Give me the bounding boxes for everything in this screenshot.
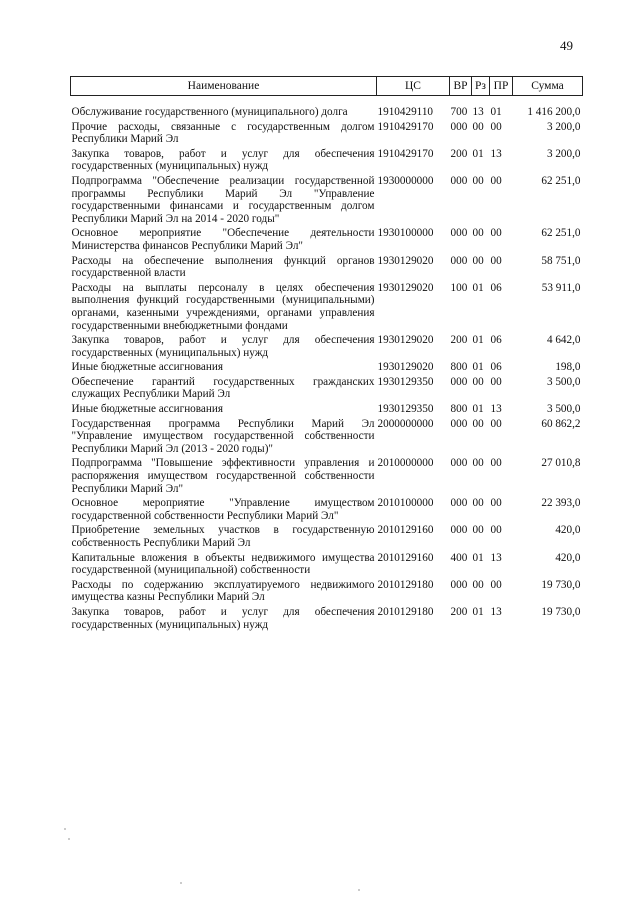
cell-vr: 000 [450,524,468,537]
cell-pr: 06 [490,361,502,374]
cell-sum: 3 500,0 [546,375,581,388]
cell-name: Иные бюджетные ассигнования [71,403,223,416]
cell-pr: 13 [490,147,502,160]
cell-rz: 00 [472,457,484,470]
cell-vr: 200 [450,334,468,347]
table-row [71,360,583,375]
cell-name: Закупка товаров, работ и услуг для обеспечения государственных (муниципальных) нужд [71,334,375,359]
cell-cs: 1930129020 [377,254,434,267]
cell-rz: 00 [472,174,484,187]
cell-sum: 62 251,0 [541,227,581,240]
cell-vr: 800 [450,403,468,416]
cell-pr: 13 [490,551,502,564]
cell-name: Основное мероприятие "Управление имуществом государственной собственности Республики Марий Эл" [71,497,375,522]
cell-pr: 00 [490,578,502,591]
cell-rz: 00 [472,497,484,510]
header-vr: ВР [450,77,472,96]
table-row [71,456,583,496]
cell-name: Прочие расходы, связанные с государственным долгом Республики Марий Эл [71,120,375,146]
cell-cs: 1930129020 [377,281,434,294]
table-row [71,96,583,120]
scan-speck [68,838,70,840]
cell-name: Расходы на обеспечение выполнения функций органов государственной власти [71,254,375,280]
cell-pr: 00 [490,120,502,133]
table-row [71,375,583,402]
cell-pr: 06 [490,281,502,294]
cell-sum: 19 730,0 [541,578,581,591]
header-pr: ПР [490,77,513,96]
cell-cs: 1930129020 [377,334,434,347]
cell-vr: 400 [450,551,468,564]
header-cs: ЦС [377,77,450,96]
cell-name: Капитальные вложения в объекты недвижимого имущества государственной (муниципальной) собственности [71,551,375,577]
cell-vr: 000 [450,457,468,470]
cell-cs: 2010129160 [377,551,434,564]
cell-sum: 420,0 [555,551,581,564]
cell-cs: 2010000000 [377,457,434,470]
table-row [71,120,583,147]
scan-speck [358,889,360,891]
cell-name: Подпрограмма "Повышение эффективности управления и распоряжения имуществом государственной собственности Республики Марий Эл" [71,457,375,495]
cell-cs: 1910429170 [377,147,434,160]
cell-rz: 01 [472,147,484,160]
table-header [71,77,583,96]
cell-cs: 2000000000 [377,417,434,430]
cell-cs: 1910429170 [377,120,434,133]
cell-rz: 00 [472,227,484,240]
scan-speck [64,828,66,830]
cell-vr: 800 [450,361,468,374]
table-row [71,523,583,550]
cell-name: Обеспечение гарантий государственных гражданских служащих Республики Марий Эл [71,375,375,401]
cell-name: Закупка товаров, работ и услуг для обеспечения государственных (муниципальных) нужд [71,147,375,173]
table-row [71,254,583,281]
cell-rz: 01 [472,334,484,347]
header-sum: Сумма [513,77,583,96]
header-name: Наименование [71,77,377,96]
cell-cs: 1930129350 [377,403,434,416]
cell-cs: 1930100000 [377,227,434,240]
cell-sum: 198,0 [555,361,581,374]
header-rz: Рз [472,77,490,96]
table-row [71,605,583,632]
cell-rz: 01 [472,605,484,618]
budget-table [70,76,583,632]
table-row [71,578,583,605]
cell-name: Основное мероприятие "Обеспечение деятельности Министерства финансов Республики Марий Эл" [71,227,375,252]
table-row [71,417,583,457]
cell-sum: 3 200,0 [546,120,581,133]
cell-vr: 100 [450,281,468,294]
table-row [71,551,583,578]
scan-speck [180,882,182,884]
cell-name: Иные бюджетные ассигнования [71,361,223,374]
cell-vr: 000 [450,120,468,133]
cell-cs: 1930000000 [377,174,434,187]
table-row [71,226,583,253]
cell-vr: 700 [450,106,468,118]
cell-rz: 00 [472,120,484,133]
cell-vr: 000 [450,578,468,591]
cell-sum: 62 251,0 [541,174,581,187]
table-row [71,147,583,174]
cell-pr: 13 [490,403,502,416]
cell-cs: 2010100000 [377,497,434,510]
cell-rz: 00 [472,417,484,430]
cell-vr: 200 [450,605,468,618]
cell-rz: 01 [472,361,484,374]
cell-sum: 27 010,8 [541,457,581,470]
cell-sum: 60 862,2 [541,417,581,430]
cell-sum: 1 416 200,0 [527,106,581,118]
cell-sum: 58 751,0 [541,254,581,267]
cell-pr: 06 [490,334,502,347]
cell-vr: 200 [450,147,468,160]
table-row [71,496,583,523]
cell-sum: 420,0 [555,524,581,537]
cell-pr: 01 [490,106,502,118]
cell-rz: 01 [472,281,484,294]
cell-rz: 00 [472,254,484,267]
cell-pr: 00 [490,417,502,430]
cell-cs: 1930129350 [377,375,434,388]
cell-sum: 4 642,0 [546,334,581,347]
cell-cs: 2010129180 [377,578,434,591]
cell-pr: 00 [490,227,502,240]
cell-pr: 00 [490,375,502,388]
table-row [71,402,583,417]
cell-name: Подпрограмма "Обеспечение реализации государственной программы Республики Марий Эл "Управление государственными финансами и государственным долгом Республики Марий Эл на 2014 - 2020 годы" [71,174,375,225]
cell-sum: 3 500,0 [546,403,581,416]
cell-name: Приобретение земельных участков в государственную собственность Республики Марий Эл [71,524,375,549]
cell-vr: 000 [450,375,468,388]
cell-name: Расходы на выплаты персоналу в целях обеспечения выполнения функций государственными (муниципальными) органами, казенными учреждениями, органами управления государственными внебюджетными фондами [71,281,375,332]
cell-rz: 13 [472,106,484,118]
cell-name: Закупка товаров, работ и услуг для обеспечения государственных (муниципальных) нужд [71,605,375,631]
cell-sum: 53 911,0 [541,281,581,294]
cell-rz: 00 [472,524,484,537]
cell-cs: 2010129160 [377,524,434,537]
cell-vr: 000 [450,497,468,510]
cell-pr: 13 [490,605,502,618]
cell-pr: 00 [490,524,502,537]
table-row [71,281,583,333]
cell-vr: 000 [450,254,468,267]
cell-pr: 00 [490,457,502,470]
cell-rz: 00 [472,578,484,591]
table-body [71,96,583,633]
cell-vr: 000 [450,227,468,240]
cell-cs: 1910429110 [377,106,434,118]
table-row [71,174,583,226]
page-number: 49 [560,38,573,53]
cell-rz: 01 [472,551,484,564]
table-row [71,333,583,360]
cell-name: Обслуживание государственного (муниципального) долга [71,106,348,118]
cell-sum: 19 730,0 [541,605,581,618]
cell-vr: 000 [450,174,468,187]
cell-name: Расходы по содержанию эксплуатируемого недвижимого имущества казны Республики Марий Эл [71,578,375,604]
cell-cs: 2010129180 [377,605,434,618]
cell-name: Государственная программа Республики Марий Эл "Управление имуществом государственной собственности Республики Марий Эл (2013 - 2020 годы)" [71,417,375,455]
cell-sum: 22 393,0 [541,497,581,510]
cell-pr: 00 [490,497,502,510]
cell-rz: 01 [472,403,484,416]
cell-vr: 000 [450,417,468,430]
cell-pr: 00 [490,254,502,267]
cell-cs: 1930129020 [377,361,434,374]
cell-pr: 00 [490,174,502,187]
cell-sum: 3 200,0 [546,147,581,160]
cell-rz: 00 [472,375,484,388]
